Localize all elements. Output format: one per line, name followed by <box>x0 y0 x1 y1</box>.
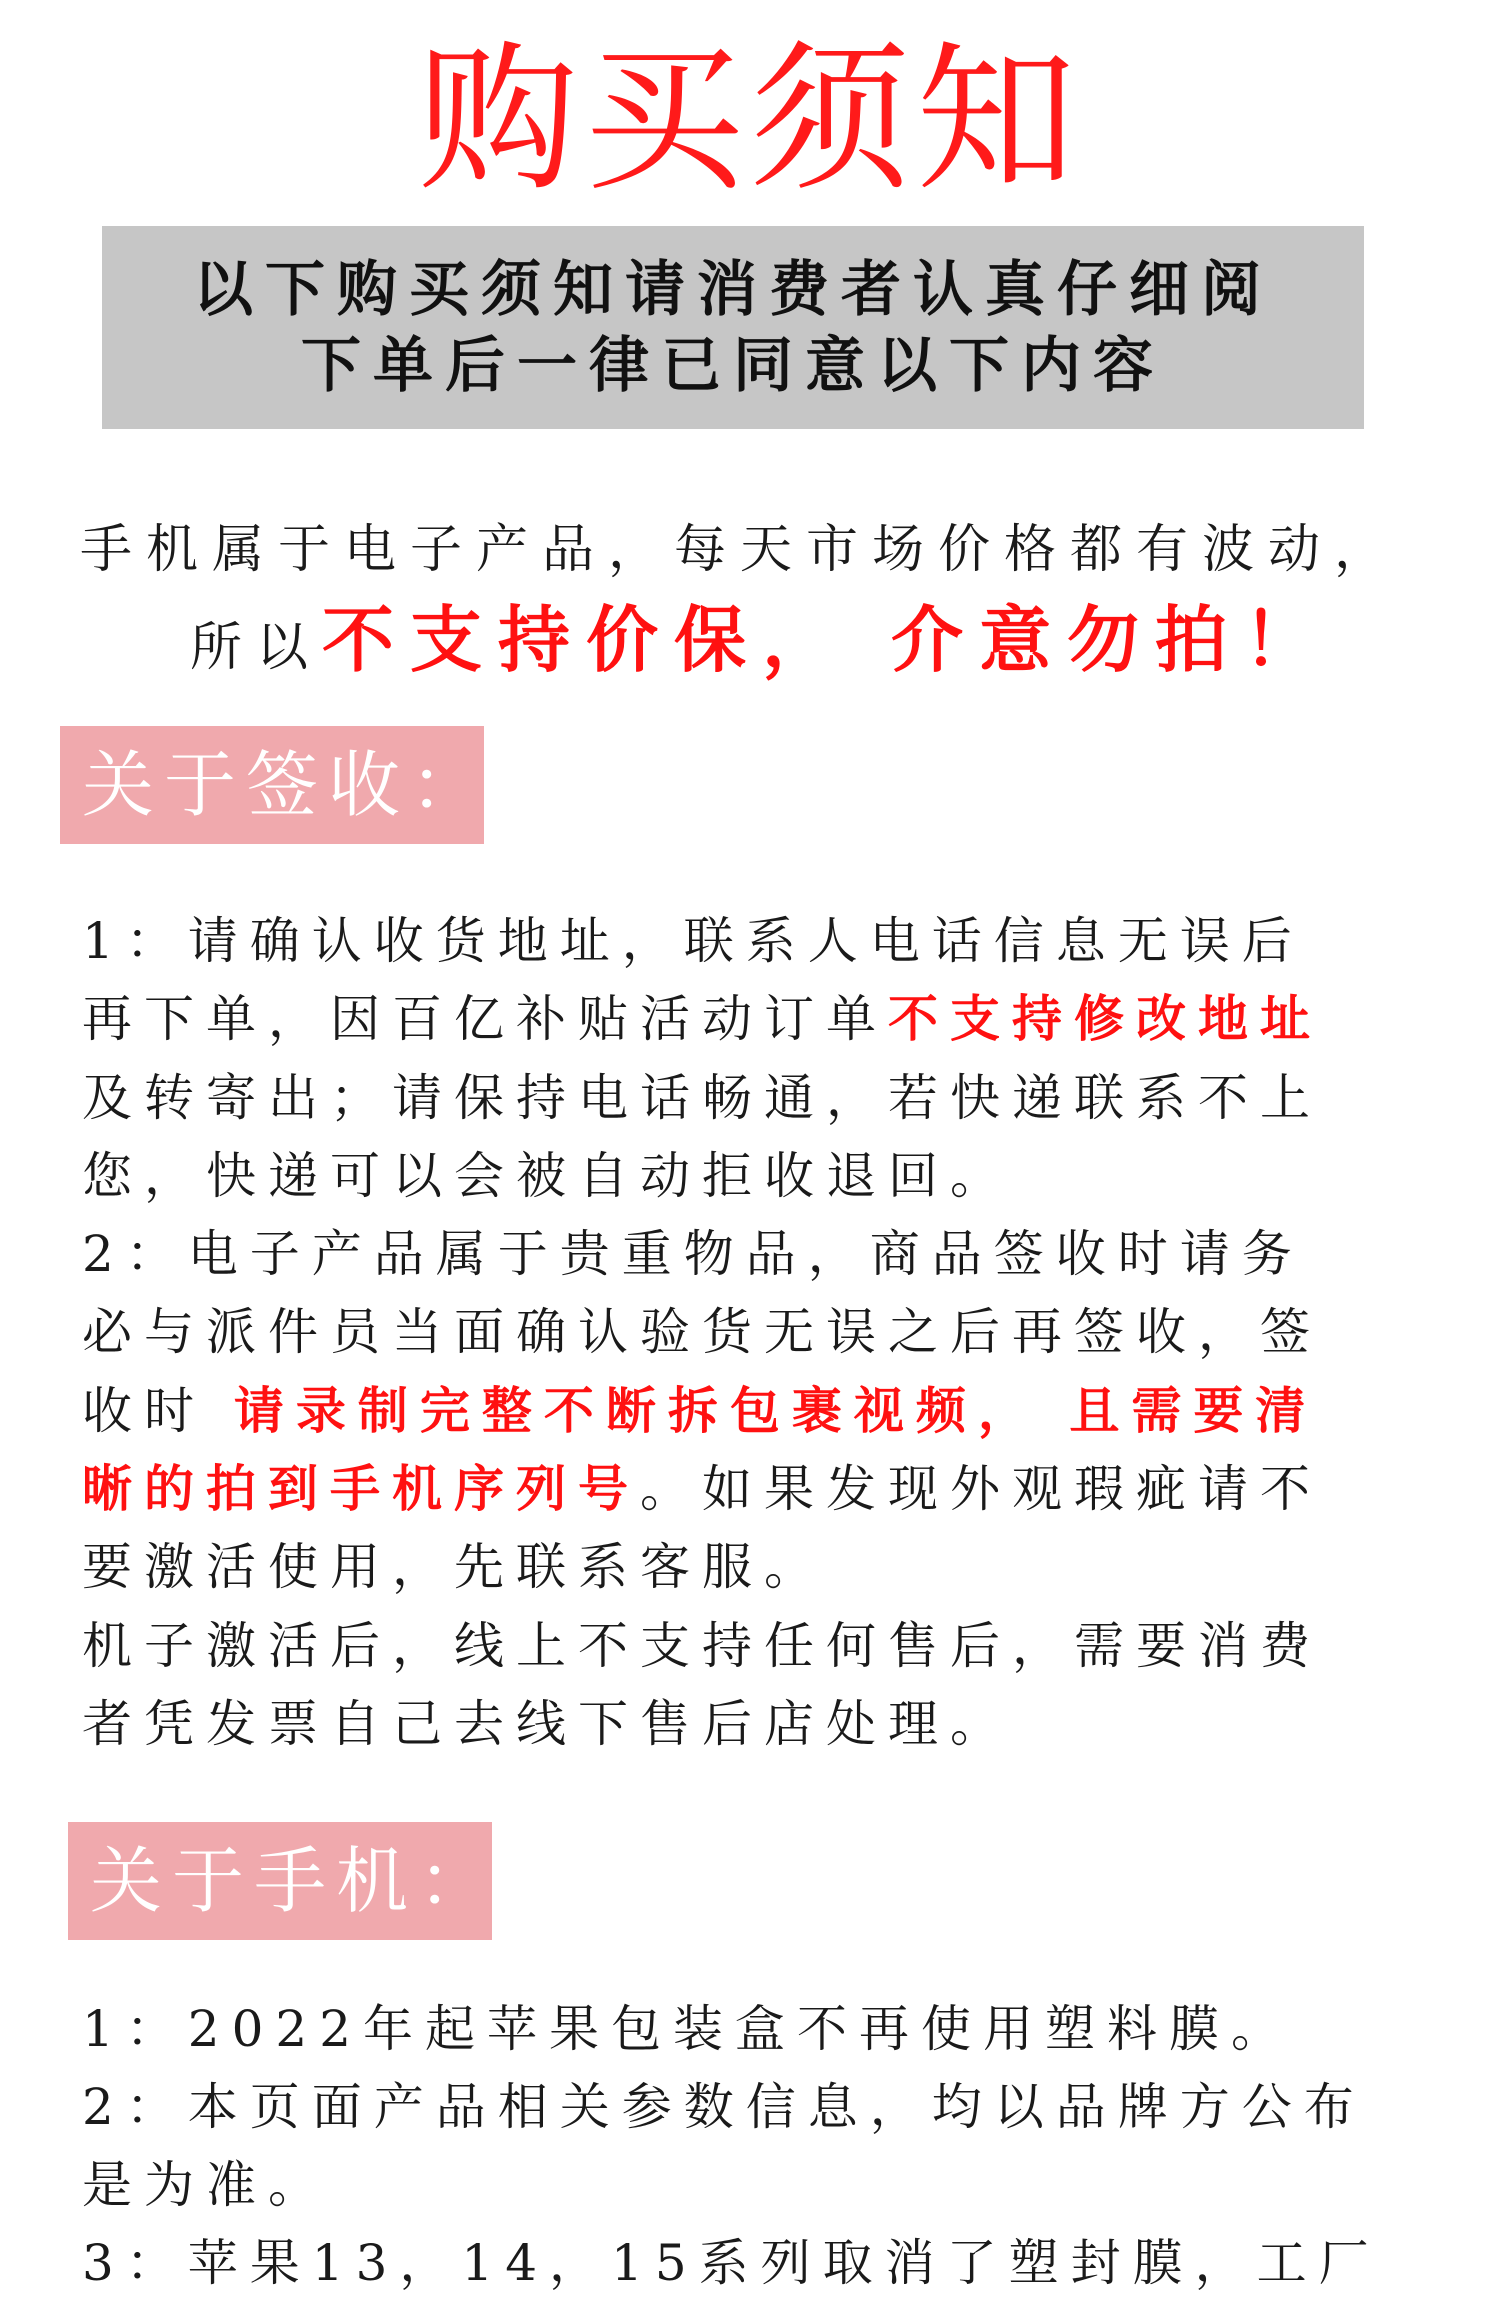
unboxing-video-warning: 请录制完整不断拆包裹视频， 且需要清 <box>233 1381 1318 1440</box>
phone-section-body <box>82 1990 1452 2302</box>
notice-line-1: 以下购买须知请消费者认真仔细阅 <box>193 254 1273 325</box>
no-address-change-warning: 不支持修改地址 <box>888 990 1322 1049</box>
signing-text: 。如果发现外观瑕疵请不 <box>640 1460 1322 1519</box>
section-heading-signing: 关于签收： <box>60 726 484 844</box>
signing-line <box>82 980 1452 1058</box>
signing-line: 机子激活后，线上不支持任何售后，需要消费 <box>82 1616 1322 1675</box>
signing-line: 您，快递可以会被自动拒收退回。 <box>82 1146 1012 1205</box>
signing-line: 者凭发票自己去线下售后店处理。 <box>82 1694 1012 1753</box>
intro-line-2 <box>190 594 1500 694</box>
page-title: 购买须知 <box>417 26 1082 213</box>
signing-line: 2：电子产品属于贵重物品，商品签收时请务 <box>82 1225 1304 1284</box>
signing-line: 1：请确认收货地址，联系人电话信息无误后 <box>82 912 1304 970</box>
notice-banner <box>102 226 1364 429</box>
signing-text: 再下单，因百亿补贴活动订单 <box>82 990 888 1049</box>
signing-line: 及转寄出；请保持电话畅通，若快递联系不上 <box>82 1068 1322 1127</box>
signing-line: 要激活使用，先联系客服。 <box>82 1538 826 1597</box>
intro-prefix: 所以 <box>190 618 323 678</box>
phone-line: 2：本页面产品相关参数信息，均以品牌方公布 <box>82 2078 1366 2136</box>
section-heading-phone: 关于手机： <box>68 1822 492 1940</box>
signing-line <box>82 1450 1452 1528</box>
serial-number-warning: 晰的拍到手机序列号 <box>82 1460 640 1519</box>
intro-line-1: 手机属于电子产品，每天市场价格都有波动， <box>80 520 1401 580</box>
notice-line-2: 下单后一律已同意以下内容 <box>301 330 1165 401</box>
phone-line: 1：2022年起苹果包装盒不再使用塑料膜。 <box>82 2000 1294 2058</box>
signing-line <box>82 1372 1452 1450</box>
signing-text: 收时 <box>82 1381 234 1440</box>
phone-line: 3：苹果13，14，15系列取消了塑封膜，工厂 <box>82 2234 1381 2292</box>
no-price-protection-warning: 不支持价保， 介意勿拍！ <box>322 598 1332 682</box>
phone-line: 是为准。 <box>82 2156 330 2214</box>
signing-line: 必与派件员当面确认验货无误之后再签收，签 <box>82 1303 1322 1362</box>
signing-section-body <box>82 902 1452 1763</box>
